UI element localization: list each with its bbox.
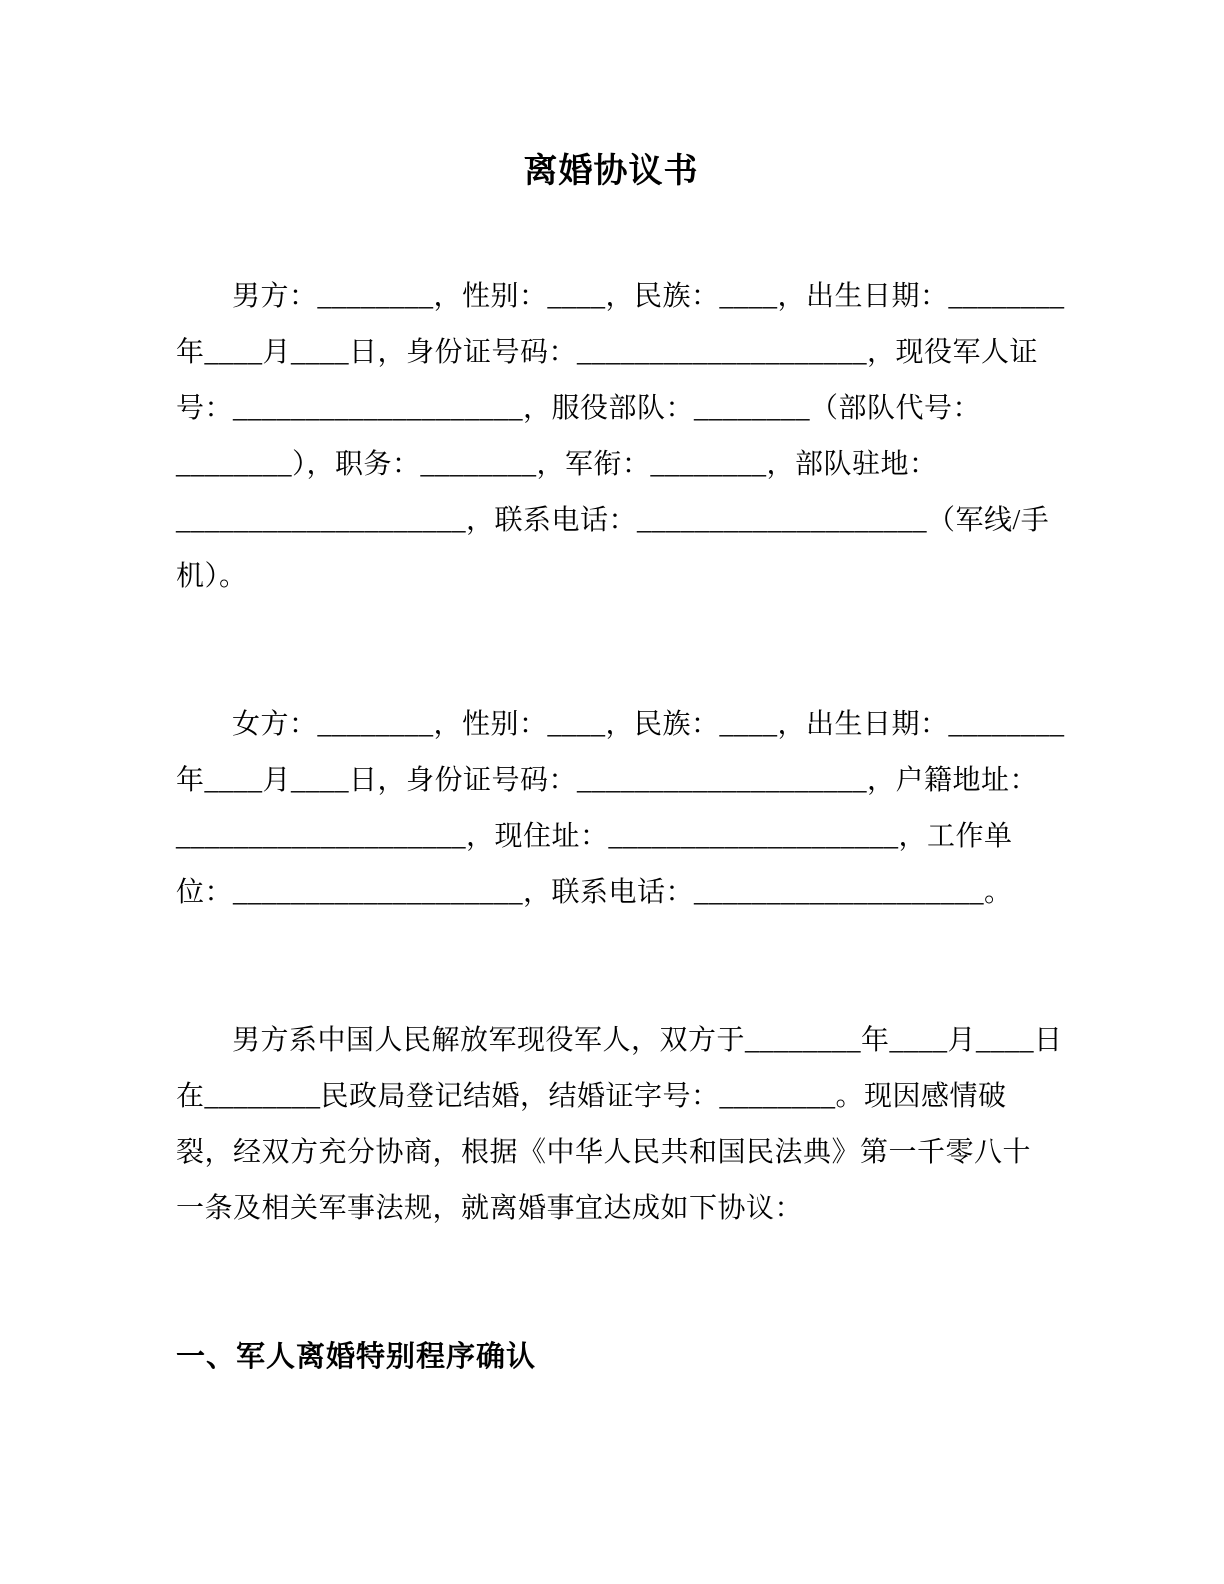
text-line: 号：____________________，服役部队：________（部队代号： — [176, 393, 982, 424]
text-line: 裂，经双方充分协商，根据《中华人民共和国民法典》第一千零八十 — [176, 1137, 1032, 1168]
paragraph-male-party — [176, 269, 1065, 605]
text-line: ________），职务：________，军衔：________，部队驻地： — [176, 449, 938, 480]
text-line: ____________________，现住址：____________________，工作单 — [176, 821, 1013, 852]
text-line: ____________________，联系电话：____________________（军线/手 — [176, 505, 1050, 536]
section-heading: 一、军人离婚特别程序确认 — [176, 1341, 537, 1373]
text-line: 男方系中国人民解放军现役军人，双方于________年____月____日 — [232, 1025, 1063, 1056]
text-line: 男方：________，性别：____，民族：____，出生日期：________ — [232, 281, 1065, 312]
paragraph-marriage-background — [176, 1013, 1063, 1237]
text-line: 在________民政局登记结婚，结婚证字号：________。现因感情破 — [176, 1081, 1007, 1112]
text-line: 位：____________________，联系电话：____________________。 — [176, 877, 1013, 908]
paragraph-female-party — [176, 697, 1065, 921]
text-line: 女方：________，性别：____，民族：____，出生日期：________ — [232, 709, 1065, 740]
text-line: 年____月____日，身份证号码：____________________，户籍地址： — [176, 765, 1039, 796]
text-line: 年____月____日，身份证号码：____________________，现役军人证 — [176, 337, 1039, 368]
text-line: 机）。 — [176, 561, 248, 592]
text-line: 一条及相关军事法规，就离婚事宜达成如下协议： — [176, 1193, 804, 1224]
document-title: 离婚协议书 — [523, 153, 699, 190]
